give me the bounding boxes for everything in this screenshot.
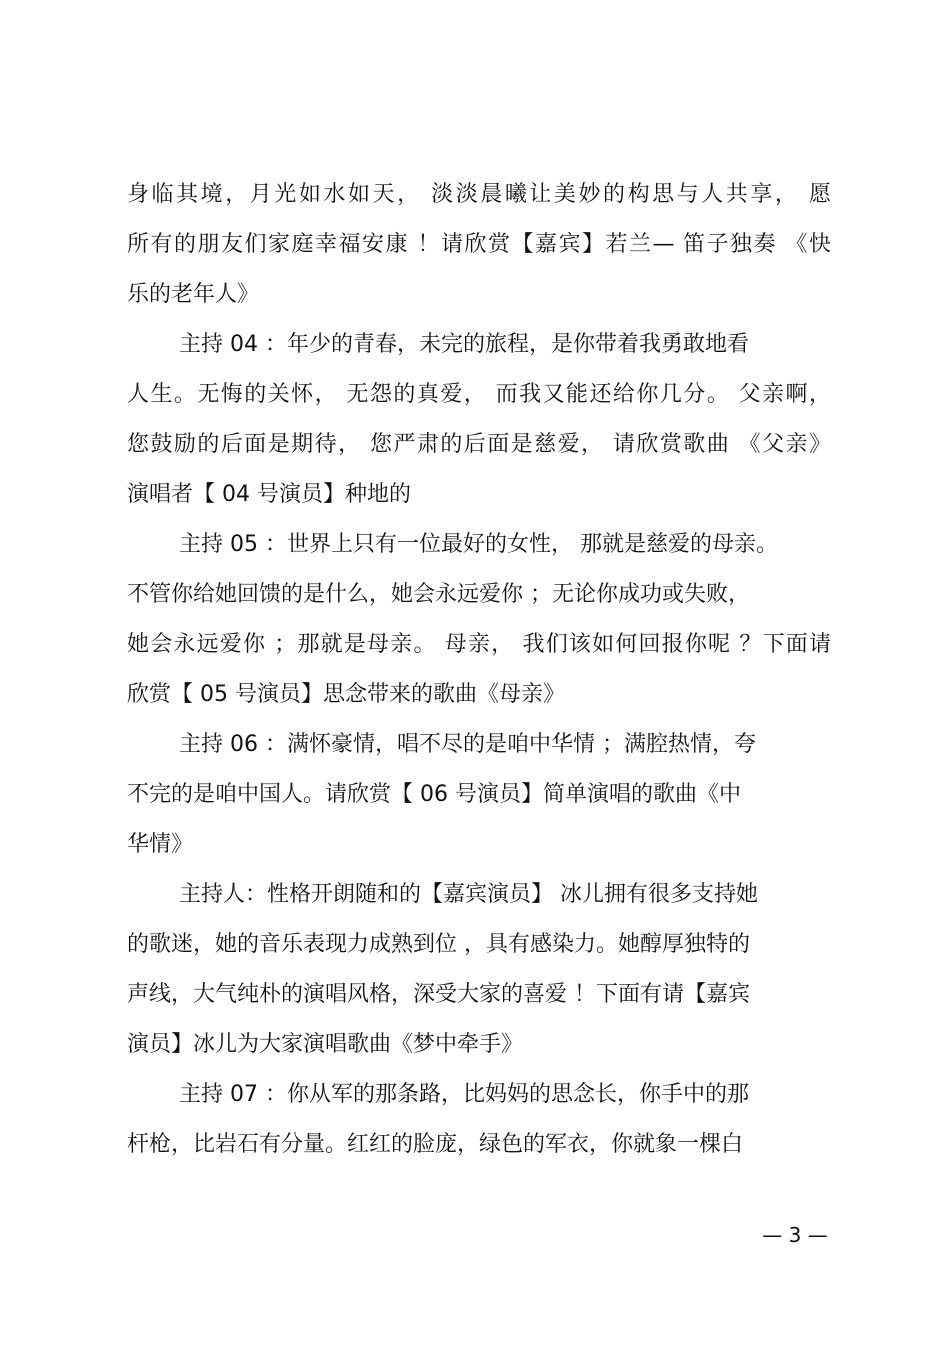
text-line-13: 不完的是咱中国人。请欣赏【 06 号演员】简单演唱的歌曲《中 — [127, 782, 741, 807]
text-line-16: 的歌迷，她的音乐表现力成熟到位 ，具有感染力。她醇厚独特的 — [127, 932, 750, 957]
text-line-4: 主持 04 ：年少的青春，未完的旅程，是你带着我勇敢地看 — [179, 332, 749, 357]
text-line-17: 声线，大气纯朴的演唱风格，深受大家的喜爱 ！下面有请【嘉宾 — [127, 982, 750, 1007]
text-line-19: 主持 07 ：你从军的那条路，比妈妈的思念长，你手中的那 — [179, 1082, 749, 1107]
text-line-7: 演唱者【 04 号演员】种地的 — [127, 482, 411, 507]
text-line-2: 所有的朋友们家庭幸福安康 ！请欣赏【嘉宾】若兰— 笛子独奏 《快 — [127, 232, 831, 257]
text-line-20: 杆枪，比岩石有分量。红红的脸庞，绿色的军衣，你就象一棵白 — [127, 1132, 744, 1157]
page-number: — 3 — — [762, 1223, 828, 1247]
text-line-6: 您鼓励的后面是期待， 您严肃的后面是慈爱， 请欣赏歌曲 《父亲》 — [127, 432, 831, 457]
text-line-15: 主持人：性格开朗随和的【嘉宾演员】 冰儿拥有很多支持她 — [179, 882, 758, 907]
text-line-10: 她会永远爱你 ；那就是母亲。 母亲， 我们该如何回报你呢 ？下面请 — [127, 632, 831, 657]
text-line-14: 华情》 — [127, 832, 194, 857]
text-line-11: 欣赏【 05 号演员】思念带来的歌曲《母亲》 — [127, 682, 565, 707]
text-line-5: 人生。无悔的关怀， 无怨的真爱， 而我又能还给你几分。 父亲啊， — [127, 382, 831, 407]
text-line-9: 不管你给她回馈的是什么，她会永远爱你 ；无论你成功或失败， — [127, 582, 750, 607]
text-line-12: 主持 06 ：满怀豪情，唱不尽的是咱中华情 ；满腔热情，夸 — [179, 732, 756, 757]
text-line-1: 身临其境，月光如水如天， 淡淡晨曦让美妙的构思与人共享， 愿 — [127, 182, 831, 207]
text-line-8: 主持 05 ：世界上只有一位最好的女性， 那就是慈爱的母亲。 — [179, 532, 778, 557]
text-line-3: 乐的老年人》 — [127, 282, 260, 307]
text-line-18: 演员】冰儿为大家演唱歌曲《梦中牵手》 — [127, 1032, 524, 1057]
